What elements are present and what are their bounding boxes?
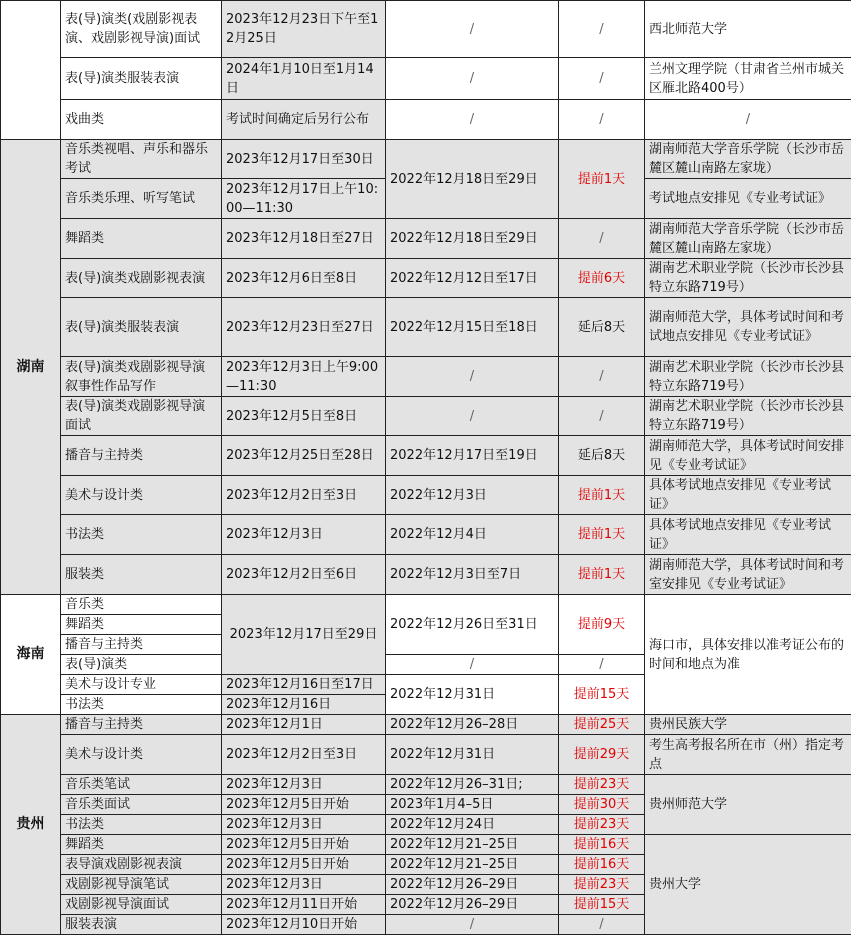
table-row bbox=[1, 140, 851, 179]
location-cell: 考生高考报名所在市（州）指定考点 bbox=[645, 735, 851, 775]
exam-2024-cell: 2023年12月5日开始 bbox=[222, 835, 386, 855]
subject-cell: 表(导)演类 bbox=[61, 655, 222, 675]
exam-2023-cell: 2022年12月17日至19日 bbox=[386, 436, 559, 476]
table-row bbox=[1, 298, 851, 357]
subject-cell: 音乐类视唱、声乐和器乐考试 bbox=[61, 140, 222, 179]
exam-2024-cell: 2023年12月16日 bbox=[222, 695, 386, 715]
province-cell-guizhou: 贵州 bbox=[1, 715, 61, 935]
diff-cell: 提前23天 bbox=[559, 775, 645, 795]
diff-cell: / bbox=[559, 397, 645, 436]
location-cell: 西北师范大学 bbox=[645, 1, 851, 58]
diff-cell: 提前15天 bbox=[559, 675, 645, 715]
subject-cell: 美术与设计类 bbox=[61, 735, 222, 775]
diff-cell: 提前16天 bbox=[559, 835, 645, 855]
subject-cell: 戏剧影视导演面试 bbox=[61, 895, 222, 915]
table-row bbox=[1, 595, 851, 615]
exam-2024-cell: 考试时间确定后另行公布 bbox=[222, 100, 386, 140]
diff-cell: / bbox=[559, 58, 645, 100]
subject-cell: 音乐类笔试 bbox=[61, 775, 222, 795]
location-cell: 湖南师范大学，具体考试时间和考试地点安排见《专业考试证》 bbox=[645, 298, 851, 357]
table-row bbox=[1, 357, 851, 397]
table-row bbox=[1, 100, 851, 140]
exam-2023-cell: 2022年12月3日至7日 bbox=[386, 555, 559, 595]
location-cell: 湖南艺术职业学院（长沙市长沙县特立东路719号） bbox=[645, 357, 851, 397]
exam-2024-cell: 2023年12月17日至29日 bbox=[222, 595, 386, 675]
table-row bbox=[1, 58, 851, 100]
location-cell: 湖南艺术职业学院（长沙市长沙县特立东路719号） bbox=[645, 397, 851, 436]
table-row bbox=[1, 476, 851, 515]
location-cell: 贵州师范大学 bbox=[645, 775, 851, 835]
diff-cell: / bbox=[559, 100, 645, 140]
exam-2024-cell: 2023年12月3日 bbox=[222, 875, 386, 895]
exam-2023-cell: / bbox=[386, 655, 559, 675]
exam-2024-cell: 2023年12月16日至17日 bbox=[222, 675, 386, 695]
location-cell: 湖南师范大学，具体考试时间安排见《专业考试证》 bbox=[645, 436, 851, 476]
exam-2023-cell: 2022年12月18日至29日 bbox=[386, 140, 559, 219]
diff-cell: 提前30天 bbox=[559, 795, 645, 815]
location-cell: 考试地点安排见《专业考试证》 bbox=[645, 179, 851, 219]
location-cell: 具体考试地点安排见《专业考试证》 bbox=[645, 476, 851, 515]
exam-2024-cell: 2023年12月3日 bbox=[222, 775, 386, 795]
location-cell: 海口市，具体安排以准考证公布的时间和地点为准 bbox=[645, 595, 851, 715]
exam-2024-cell: 2023年12月5日开始 bbox=[222, 795, 386, 815]
exam-2024-cell: 2023年12月10日开始 bbox=[222, 915, 386, 935]
exam-2024-cell: 2023年12月2日至3日 bbox=[222, 476, 386, 515]
location-cell: / bbox=[645, 100, 851, 140]
location-cell: 湖南艺术职业学院（长沙市长沙县特立东路719号） bbox=[645, 259, 851, 298]
table-row bbox=[1, 259, 851, 298]
subject-cell: 表导演戏剧影视表演 bbox=[61, 855, 222, 875]
location-cell: 湖南师范大学，具体考试时间和考室安排见《专业考试证》 bbox=[645, 555, 851, 595]
exam-2024-cell: 2023年12月17日至30日 bbox=[222, 140, 386, 179]
exam-2024-cell: 2023年12月5日至8日 bbox=[222, 397, 386, 436]
subject-cell: 书法类 bbox=[61, 515, 222, 555]
exam-2023-cell: 2022年12月3日 bbox=[386, 476, 559, 515]
exam-2023-cell: 2023年1月4–5日 bbox=[386, 795, 559, 815]
diff-cell: 延后8天 bbox=[559, 298, 645, 357]
subject-cell: 舞蹈类 bbox=[61, 615, 222, 635]
subject-cell: 表(导)演类戏剧影视导演面试 bbox=[61, 397, 222, 436]
subject-cell: 舞蹈类 bbox=[61, 835, 222, 855]
exam-2023-cell: 2022年12月31日 bbox=[386, 735, 559, 775]
diff-cell: 提前25天 bbox=[559, 715, 645, 735]
exam-2023-cell: / bbox=[386, 100, 559, 140]
diff-cell: 提前16天 bbox=[559, 855, 645, 875]
subject-cell: 书法类 bbox=[61, 815, 222, 835]
diff-cell: 提前9天 bbox=[559, 595, 645, 655]
diff-cell: / bbox=[559, 219, 645, 259]
diff-cell: 提前1天 bbox=[559, 555, 645, 595]
province-cell-hainan: 海南 bbox=[1, 595, 61, 715]
exam-2024-cell: 2023年12月25日至28日 bbox=[222, 436, 386, 476]
diff-cell: 提前15天 bbox=[559, 895, 645, 915]
exam-2023-cell: 2022年12月24日 bbox=[386, 815, 559, 835]
subject-cell: 播音与主持类 bbox=[61, 635, 222, 655]
location-cell: 湖南师范大学音乐学院（长沙市岳麓区麓山南路左家垅） bbox=[645, 140, 851, 179]
exam-2024-cell: 2023年12月2日至6日 bbox=[222, 555, 386, 595]
exam-2023-cell: 2022年12月26–29日 bbox=[386, 875, 559, 895]
exam-2023-cell: 2022年12月31日 bbox=[386, 675, 559, 715]
subject-cell: 戏曲类 bbox=[61, 100, 222, 140]
diff-cell: / bbox=[559, 1, 645, 58]
diff-cell: 提前29天 bbox=[559, 735, 645, 775]
diff-cell: 提前1天 bbox=[559, 476, 645, 515]
table-row bbox=[1, 835, 851, 855]
exam-2024-cell: 2023年12月3日 bbox=[222, 515, 386, 555]
diff-cell: / bbox=[559, 655, 645, 675]
diff-cell: 延后8天 bbox=[559, 436, 645, 476]
subject-cell: 音乐类乐理、听写笔试 bbox=[61, 179, 222, 219]
table-row bbox=[1, 515, 851, 555]
exam-2024-cell: 2023年12月3日上午9:00—11:30 bbox=[222, 357, 386, 397]
exam-2023-cell: 2022年12月21–25日 bbox=[386, 855, 559, 875]
province-cell-gansu bbox=[1, 1, 61, 140]
diff-cell: 提前1天 bbox=[559, 515, 645, 555]
exam-2023-cell: / bbox=[386, 58, 559, 100]
subject-cell: 服装类 bbox=[61, 555, 222, 595]
exam-2024-cell: 2023年12月5日开始 bbox=[222, 855, 386, 875]
exam-2023-cell: 2022年12月18日至29日 bbox=[386, 219, 559, 259]
location-cell: 湖南师范大学音乐学院（长沙市岳麓区麓山南路左家垅） bbox=[645, 219, 851, 259]
exam-2023-cell: / bbox=[386, 397, 559, 436]
table-row bbox=[1, 775, 851, 795]
diff-cell: / bbox=[559, 915, 645, 935]
exam-2024-cell: 2023年12月6日至8日 bbox=[222, 259, 386, 298]
exam-2024-cell: 2023年12月18日至27日 bbox=[222, 219, 386, 259]
exam-2023-cell: 2022年12月21–25日 bbox=[386, 835, 559, 855]
subject-cell: 戏剧影视导演笔试 bbox=[61, 875, 222, 895]
subject-cell: 表(导)演类戏剧影视导演叙事性作品写作 bbox=[61, 357, 222, 397]
subject-cell: 服装表演 bbox=[61, 915, 222, 935]
subject-cell: 音乐类面试 bbox=[61, 795, 222, 815]
table-row bbox=[1, 715, 851, 735]
exam-2024-cell: 2023年12月17日上午10:00—11:30 bbox=[222, 179, 386, 219]
province-cell-hunan: 湖南 bbox=[1, 140, 61, 595]
exam-2024-cell: 2023年12月23日下午至12月25日 bbox=[222, 1, 386, 58]
subject-cell: 表(导)演类服装表演 bbox=[61, 298, 222, 357]
location-cell: 兰州文理学院（甘肃省兰州市城关区雁北路400号） bbox=[645, 58, 851, 100]
exam-2024-cell: 2023年12月2日至3日 bbox=[222, 735, 386, 775]
table-row bbox=[1, 436, 851, 476]
exam-2023-cell: / bbox=[386, 1, 559, 58]
exam-2024-cell: 2023年12月1日 bbox=[222, 715, 386, 735]
subject-cell: 播音与主持类 bbox=[61, 436, 222, 476]
location-cell: 贵州民族大学 bbox=[645, 715, 851, 735]
exam-2024-cell: 2024年1月10日至1月14日 bbox=[222, 58, 386, 100]
location-cell: 贵州大学 bbox=[645, 835, 851, 935]
table-row bbox=[1, 1, 851, 58]
subject-cell: 美术与设计类 bbox=[61, 476, 222, 515]
table-row bbox=[1, 219, 851, 259]
table-row bbox=[1, 397, 851, 436]
subject-cell: 表(导)演类服装表演 bbox=[61, 58, 222, 100]
diff-cell: 提前6天 bbox=[559, 259, 645, 298]
exam-2023-cell: 2022年12月4日 bbox=[386, 515, 559, 555]
exam-2024-cell: 2023年12月11日开始 bbox=[222, 895, 386, 915]
exam-2023-cell: 2022年12月12日至17日 bbox=[386, 259, 559, 298]
table-row bbox=[1, 555, 851, 595]
exam-2023-cell: 2022年12月26–29日 bbox=[386, 895, 559, 915]
exam-2023-cell: 2022年12月26–31日; bbox=[386, 775, 559, 795]
exam-2024-cell: 2023年12月3日 bbox=[222, 815, 386, 835]
diff-cell: 提前23天 bbox=[559, 815, 645, 835]
exam-2023-cell: / bbox=[386, 357, 559, 397]
exam-2023-cell: 2022年12月26–28日 bbox=[386, 715, 559, 735]
subject-cell: 书法类 bbox=[61, 695, 222, 715]
table-row bbox=[1, 735, 851, 775]
exam-2024-cell: 2023年12月23日至27日 bbox=[222, 298, 386, 357]
exam-2023-cell: / bbox=[386, 915, 559, 935]
subject-cell: 美术与设计专业 bbox=[61, 675, 222, 695]
diff-cell: 提前23天 bbox=[559, 875, 645, 895]
subject-cell: 表(导)演类(戏剧影视表演、戏剧影视导演)面试 bbox=[61, 1, 222, 58]
subject-cell: 表(导)演类戏剧影视表演 bbox=[61, 259, 222, 298]
subject-cell: 音乐类 bbox=[61, 595, 222, 615]
exam-2023-cell: 2022年12月15日至18日 bbox=[386, 298, 559, 357]
exam-2023-cell: 2022年12月26日至31日 bbox=[386, 595, 559, 655]
diff-cell: / bbox=[559, 357, 645, 397]
diff-cell: 提前1天 bbox=[559, 140, 645, 219]
subject-cell: 舞蹈类 bbox=[61, 219, 222, 259]
subject-cell: 播音与主持类 bbox=[61, 715, 222, 735]
location-cell: 具体考试地点安排见《专业考试证》 bbox=[645, 515, 851, 555]
